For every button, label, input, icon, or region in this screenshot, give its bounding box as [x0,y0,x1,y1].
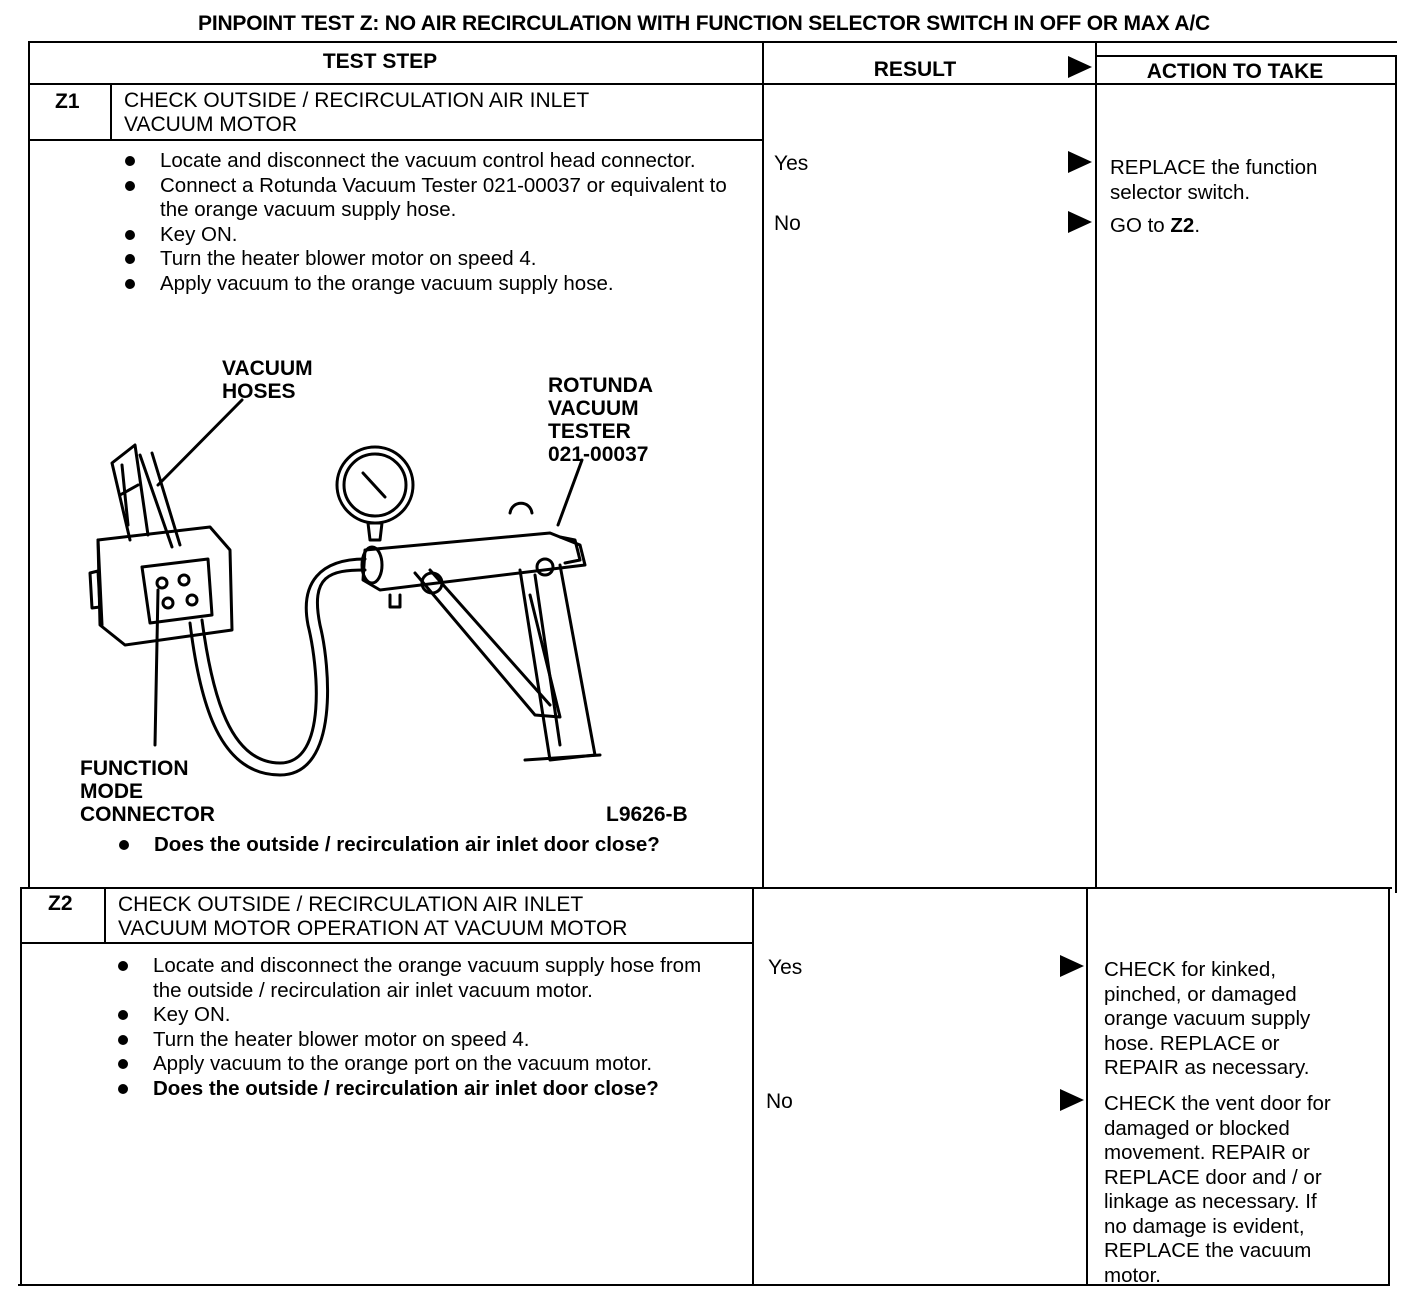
step-id-z1: Z1 [55,90,80,113]
result-z1-no: No [774,212,801,235]
step-z1-bullet: Connect a Rotunda Vacuum Tester 021-00037 or equivalent to the orange vacuum supply hose. [120,174,740,223]
label-function-mode-connector: FUNCTION MODE CONNECTOR [80,757,215,826]
header-test-step: TEST STEP [322,50,438,73]
arrow-icon [1060,1089,1084,1111]
action-z2-yes: CHECK for kinked, pinched, or damaged orange vacuum supply hose. REPLACE or REPAIR as necessary. [1104,958,1311,1079]
result-z2-yes: Yes [768,956,803,979]
figure-id: L9626-B [606,803,688,826]
question-text: Does the outside / recirculation air inlet door close? [113,1077,728,1102]
arrow-icon [1068,151,1092,173]
arrow-icon [1068,211,1092,233]
step-z2-bullet: Turn the heater blower motor on speed 4. [113,1028,728,1053]
step-z1-bullet: Key ON. [120,223,740,248]
label-vacuum-hoses: VACUUM HOSES [222,357,313,403]
step-id-z2: Z2 [48,892,73,915]
question-text: Does the outside / recirculation air inlet door close? [114,833,694,858]
step-z2-bullet: Apply vacuum to the orange port on the vacuum motor. [113,1052,728,1077]
label-rotunda-tester: ROTUNDA VACUUM TESTER 021-00037 [548,374,653,466]
header-arrow-icon [1068,56,1092,78]
action-z1-yes: REPLACE the function selector switch. [1110,156,1318,204]
step-z2-bullets [113,954,728,1101]
result-z1-yes: Yes [774,152,809,175]
result-z2-no: No [766,1090,793,1113]
arrow-icon [1060,955,1084,977]
step-z1-bullet: Apply vacuum to the orange vacuum supply hose. [120,272,740,297]
step-z2-bullet: Key ON. [113,1003,728,1028]
action-z1-no: GO to Z2. [1110,214,1201,237]
step-z1-bullet: Turn the heater blower motor on speed 4. [120,247,740,272]
header-action: ACTION TO TAKE [1146,60,1324,83]
page-title: PINPOINT TEST Z: NO AIR RECIRCULATION WITH FUNCTION SELECTOR SWITCH IN OFF OR MAX A/C [198,12,1210,35]
step-z1-question [114,833,694,858]
step-z1-bullets [120,149,740,296]
step-title-z1: CHECK OUTSIDE / RECIRCULATION AIR INLET VACUUM MOTOR [124,89,590,136]
step-z2-bullet: Locate and disconnect the orange vacuum supply hose from the outside / recirculation air inlet vacuum motor. [113,954,728,1003]
header-result: RESULT [873,58,957,81]
step-title-z2: CHECK OUTSIDE / RECIRCULATION AIR INLET VACUUM MOTOR OPERATION AT VACUUM MOTOR [118,893,628,940]
action-z2-no: CHECK the vent door for damaged or blocked movement. REPAIR or REPLACE door and / or linkage as necessary. If no damage is evident, REPLACE the vacuum motor. [1104,1092,1331,1287]
step-z1-bullet: Locate and disconnect the vacuum control head connector. [120,149,740,174]
